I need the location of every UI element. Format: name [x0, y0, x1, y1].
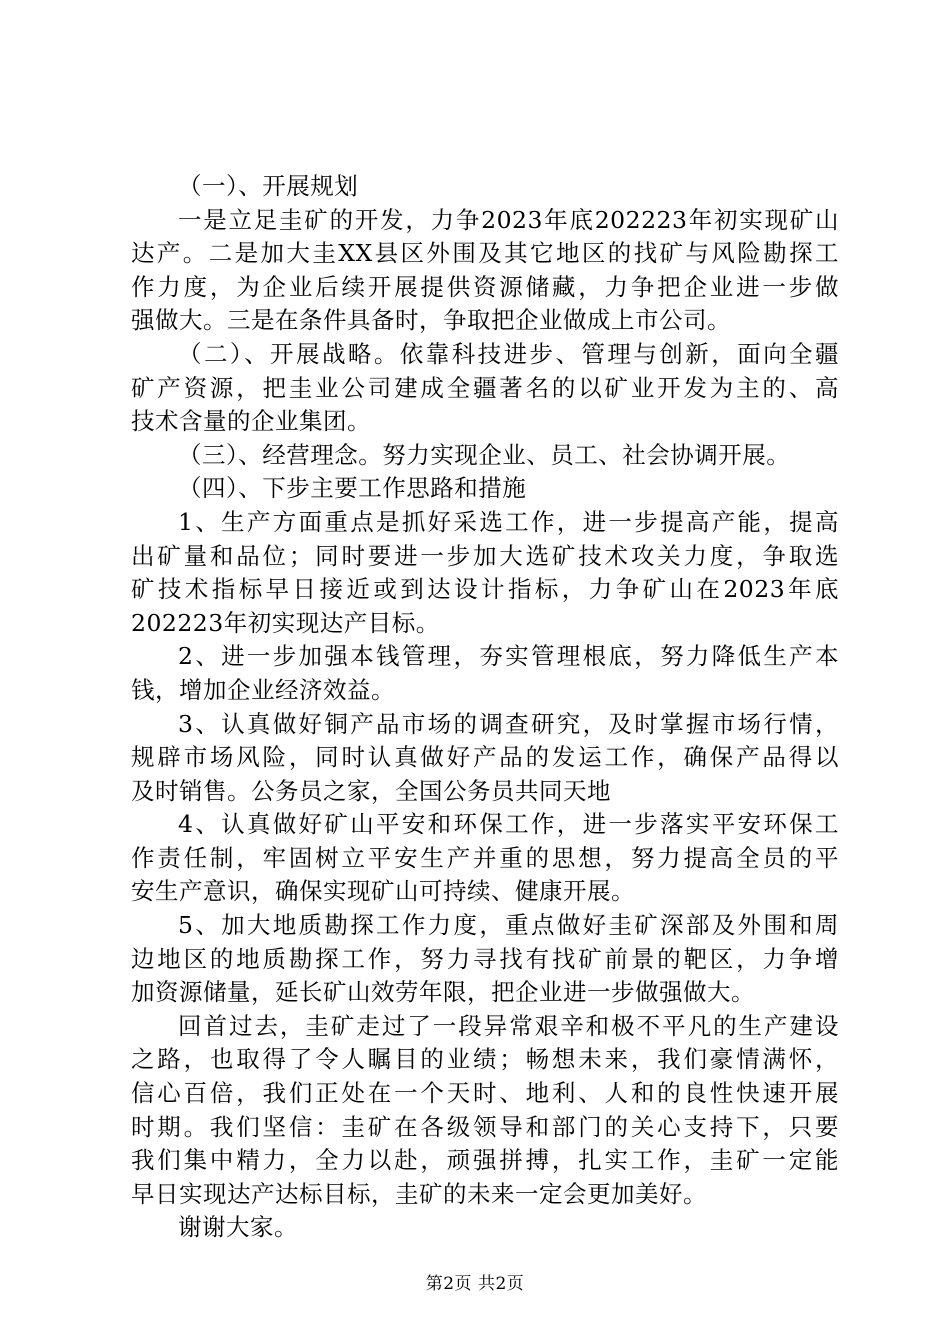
page-footer: 第2页 共2页 — [425, 1274, 525, 1294]
paragraph-line: 3、认真做好铜产品市场的调查研究，及时掌握市场行情， — [178, 709, 839, 738]
paragraph-line: 时期。我们坚信：圭矿在各级领导和部门的关心支持下，只要 — [131, 1112, 839, 1141]
paragraph-line: 回首过去，圭矿走过了一段异常艰辛和极不平凡的生产建设 — [178, 1011, 839, 1040]
paragraph-line: 2、进一步加强本钱管理，夯实管理根底，努力降低生产本 — [178, 642, 839, 671]
paragraph-line: 早日实现达产达标目标，圭矿的未来一定会更加美好。 — [131, 1179, 707, 1208]
paragraph-heading-3 — [131, 439, 839, 473]
paragraph-item-3 — [131, 708, 839, 809]
paragraph-thanks — [131, 1211, 839, 1245]
paragraph-item-4 — [131, 808, 839, 909]
paragraph-para-1 — [131, 204, 839, 338]
paragraph-line: 安生产意识，确保实现矿山可持续、健康开展。 — [131, 877, 635, 906]
paragraph-line: 达产。二是加大圭XX县区外围及其它地区的找矿与风险勘探工 — [131, 239, 839, 268]
paragraph-line: （四）、下步主要工作思路和措施 — [178, 474, 527, 503]
paragraph-heading-2 — [131, 338, 839, 439]
paragraph-line: 规辟市场风险，同时认真做好产品的发运工作，确保产品得以 — [131, 743, 839, 772]
paragraph-line: 边地区的地质勘探工作，努力寻找有找矿前景的靶区，力争增 — [131, 944, 839, 973]
paragraph-line: 202223年初实现达产目标。 — [131, 608, 440, 637]
paragraph-heading-1 — [131, 170, 839, 204]
paragraph-closing — [131, 1010, 839, 1212]
paragraph-line: 矿技术指标早日接近或到达设计指标，力争矿山在2023年底 — [131, 575, 839, 604]
paragraph-item-2 — [131, 640, 839, 707]
paragraph-line: （二）、开展战略。依靠科技进步、管理与创新，面向全疆 — [178, 339, 839, 368]
paragraph-heading-4 — [131, 472, 839, 506]
paragraph-line: 之路，也取得了令人瞩目的业绩；畅想未来，我们豪情满怀， — [131, 1045, 839, 1074]
paragraph-line: （一）、开展规划 — [178, 172, 359, 200]
paragraph-line: 谢谢大家。 — [178, 1213, 298, 1242]
document-body — [131, 170, 839, 1245]
paragraph-line: 矿产资源，把圭业公司建成全疆著名的以矿业开发为主的、高 — [131, 373, 839, 402]
paragraph-line: 作力度，为企业后续开展提供资源储藏，力争把企业进一步做 — [131, 272, 839, 301]
paragraph-line: 一是立足圭矿的开发，力争2023年底202223年初实现矿山 — [178, 205, 839, 234]
paragraph-line: 4、认真做好矿山平安和环保工作，进一步落实平安环保工 — [178, 810, 839, 839]
paragraph-line: 钱，增加企业经济效益。 — [131, 675, 395, 704]
paragraph-line: 我们集中精力，全力以赴，顽强拼搏，扎实工作，圭矿一定能 — [131, 1146, 839, 1175]
paragraph-line: 出矿量和品位；同时要进一步加大选矿技术攻关力度，争取选 — [131, 541, 839, 570]
paragraph-line: 技术含量的企业集团。 — [131, 407, 371, 436]
paragraph-line: 及时销售。公务员之家，全国公务员共同天地 — [131, 776, 611, 805]
paragraph-line: 作责任制，牢固树立平安生产并重的思想，努力提高全员的平 — [131, 843, 839, 872]
paragraph-line: 信心百倍，我们正处在一个天时、地利、人和的良性快速开展 — [131, 1079, 839, 1108]
paragraph-line: 加资源储量，延长矿山效劳年限，把企业进一步做强做大。 — [131, 978, 755, 1007]
paragraph-line: 强做大。三是在条件具备时，争取把企业做成上市公司。 — [131, 306, 731, 335]
paragraph-line: 5、加大地质勘探工作力度，重点做好圭矿深部及外围和周 — [178, 911, 839, 940]
paragraph-line: 1、生产方面重点是抓好采选工作，进一步提高产能，提高 — [178, 507, 839, 536]
paragraph-item-5 — [131, 909, 839, 1010]
paragraph-line: （三）、经营理念。努力实现企业、员工、社会协调开展。 — [178, 440, 791, 469]
paragraph-item-1 — [131, 506, 839, 640]
